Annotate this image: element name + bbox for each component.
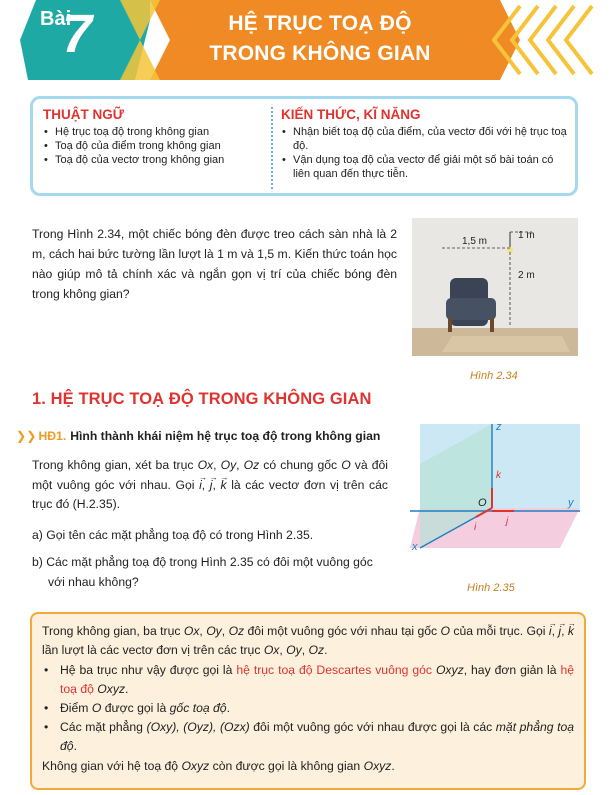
vector-i: → i <box>199 476 202 496</box>
axis-name: Ox <box>197 458 214 472</box>
z-axis-label: z <box>496 421 502 433</box>
definition-intro: Trong không gian, ba trục Ox, Oy, Oz đôi một vuông góc với nhau tại gốc O của mỗi trục. Gọi → i, → j, → k lần lượt là các vectơ đơn vị trên các trục Ox, Oy, Oz. <box>42 622 574 660</box>
terms-list <box>43 125 263 167</box>
skills-item: • Nhận biết toạ độ của điểm, của vectơ đối với hệ trục toạ độ. <box>281 125 571 153</box>
text-fragment: và đôi một vuông góc với nhau. Gọi <box>32 458 388 492</box>
definition-list <box>42 661 574 756</box>
activity-tag: HĐ1. <box>38 429 67 443</box>
definition-box <box>30 612 586 790</box>
y-axis-label: y <box>568 497 574 509</box>
room-photo <box>412 218 578 356</box>
terms-column <box>43 107 263 167</box>
terms-item: • Hệ trục toạ độ trong không gian <box>43 125 263 139</box>
arrow-icon: ❯❯ <box>16 429 37 443</box>
origin-label: O <box>478 497 487 509</box>
lesson-number: 7 <box>62 4 93 64</box>
definition-item: • Hệ ba trục như vậy được gọi là hệ trục toạ độ Descartes vuông góc Oxyz, hay đơn giản là hệ toạ độ Oxyz. <box>42 661 574 699</box>
room-illustration <box>412 218 578 356</box>
skills-heading: KIẾN THỨC, KĨ NĂNG <box>281 107 421 122</box>
axes-figure <box>410 416 590 576</box>
j-vector-label: j <box>506 516 509 527</box>
activity-title: Hình thành khái niệm hệ trục toạ độ trong không gian <box>70 429 381 443</box>
x-axis-label: x <box>412 541 418 553</box>
skills-item: • Vận dụng toạ độ của vectơ để giải một số bài toán có liên quan đến thực tiễn. <box>281 153 571 181</box>
text-fragment: Trong không gian, xét ba trục <box>32 458 194 472</box>
intro-paragraph: Trong Hình 2.34, một chiếc bóng đèn được treo cách sàn nhà là 2 m, cách hai bức tường lần lượt là 1 m và 1,5 m. Kiến thức toán học nào giúp mô tả chính xác và ngắn gọn vị trí của chiếc bóng đèn trong không gian? <box>32 227 397 301</box>
definition-item: • Điểm O được gọi là gốc toạ độ. <box>42 699 574 718</box>
i-vector-label: i <box>474 522 477 533</box>
lesson-banner <box>0 0 612 80</box>
coordinate-axes <box>410 416 590 576</box>
skills-list <box>281 125 571 181</box>
figure-caption-2-35: Hình 2.35 <box>467 582 515 594</box>
activity-heading <box>16 429 380 443</box>
text-fragment: là các vectơ đơn vị trên các trục đó (H.2.35). <box>32 477 388 511</box>
question-a: a) Gọi tên các mặt phẳng toạ độ có trong Hình 2.35. <box>32 528 314 542</box>
terms-item: • Toạ độ của điểm trong không gian <box>43 139 263 153</box>
vector-j: → j <box>210 476 213 496</box>
terms-heading: THUẬT NGỮ <box>43 107 124 122</box>
activity-paragraph: Trong không gian, xét ba trục Ox, Oy, Oz có chung gốc O và đôi một vuông góc với nhau. Gọi → i, → j, → k là các vectơ đơn vị trên các trục đó (H.2.35). <box>32 456 388 515</box>
terms-item: • Toạ độ của vectơ trong không gian <box>43 153 263 167</box>
label-1-5m: 1,5 m <box>462 236 488 247</box>
vector-k: → k <box>221 476 227 496</box>
origin-name: O <box>341 458 351 472</box>
lesson-title <box>170 9 470 69</box>
label-1m: 1 m <box>518 230 535 241</box>
section-title: 1. HỆ TRỤC TOẠ ĐỘ TRONG KHÔNG GIAN <box>32 390 372 408</box>
terms-skills-box <box>30 96 578 196</box>
label-2m: 2 m <box>518 270 535 281</box>
title-line-1: HỆ TRỤC TOẠ ĐỘ <box>228 12 412 35</box>
title-line-2: TRONG KHÔNG GIAN <box>209 42 431 65</box>
lesson-label: Bài <box>40 8 72 30</box>
axis-name: Oz <box>243 458 260 472</box>
skills-column <box>271 107 571 189</box>
definition-closing: Không gian với hệ toạ độ Oxyz còn được gọi là không gian Oxyz. <box>42 759 395 773</box>
definition-item: • Các mặt phẳng (Oxy), (Oyz), (Ozx) đôi một vuông góc với nhau được gọi là các mặt phẳng toạ độ. <box>42 718 574 756</box>
axis-name: Oy <box>220 458 237 472</box>
text-fragment: có chung gốc <box>263 458 338 472</box>
figure-caption-2-34: Hình 2.34 <box>470 370 518 382</box>
question-b: b) Các mặt phẳng toạ độ trong Hình 2.35 có đôi một vuông góc với nhau không? <box>32 555 373 589</box>
k-vector-label: k <box>496 470 501 481</box>
